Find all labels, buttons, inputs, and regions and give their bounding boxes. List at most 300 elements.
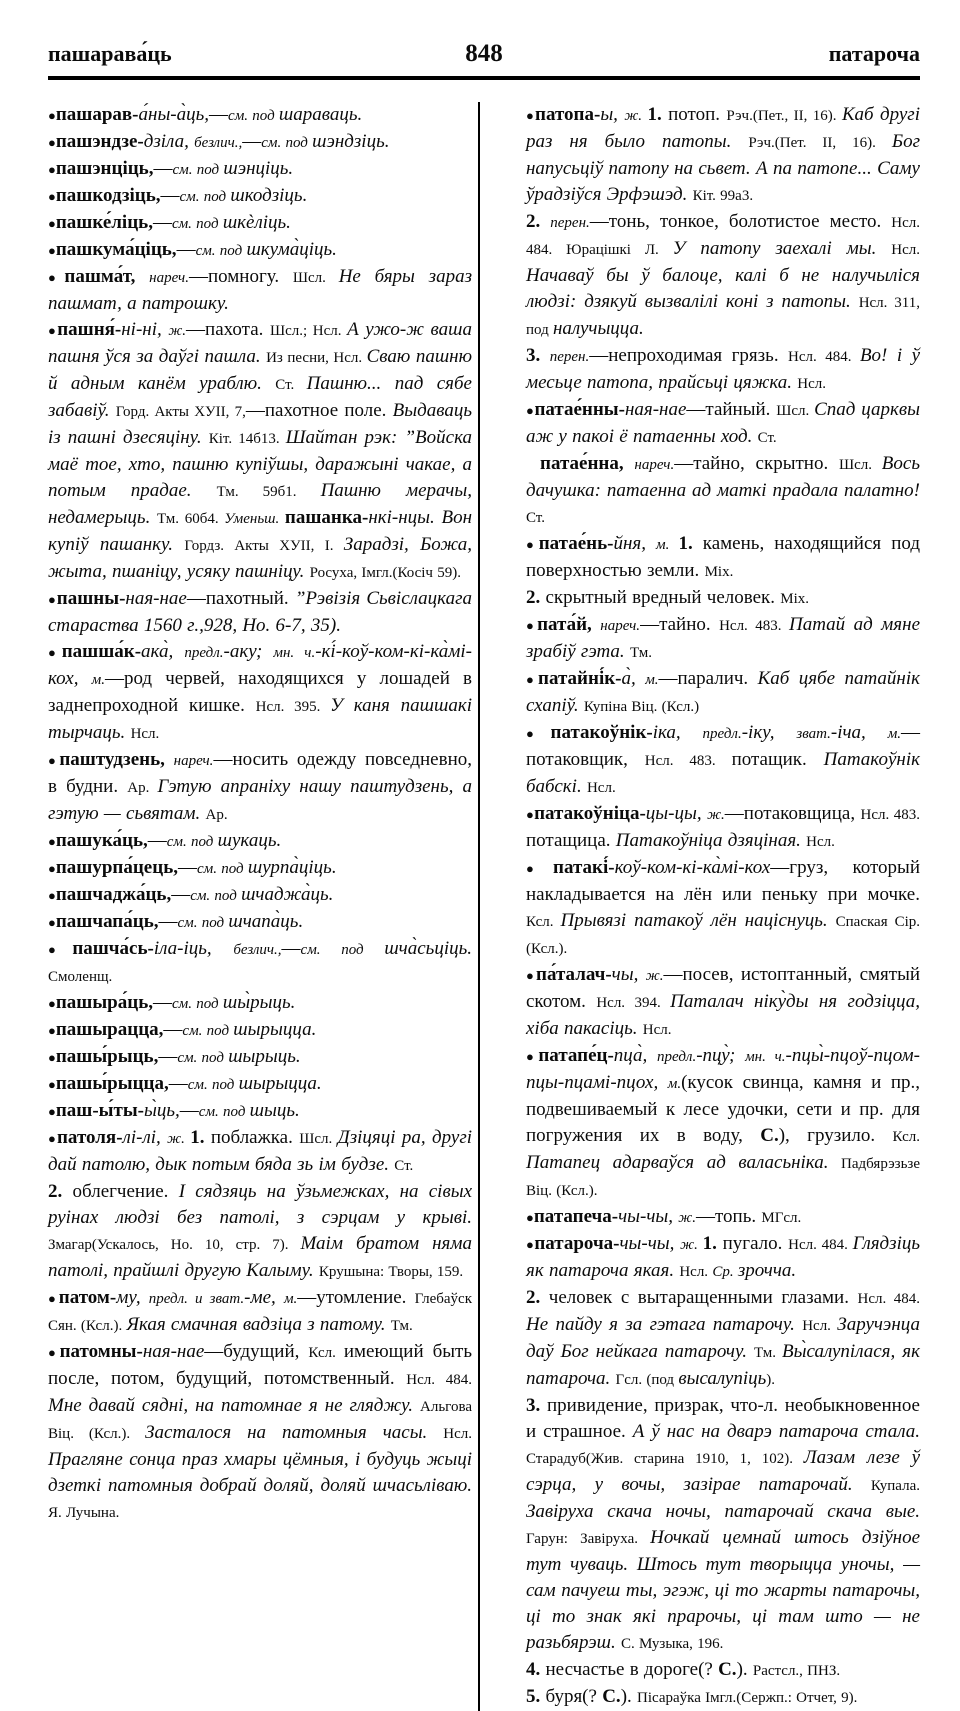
- source-reference: Змагар(Ускалось, Но. 10, стр. 7).: [48, 1237, 301, 1253]
- italic-text: А ў нас на дварэ патароча стала.: [632, 1421, 920, 1442]
- italic-text: -іча,: [830, 722, 888, 743]
- definition-text: —тайно, скрытно.: [674, 453, 839, 474]
- italic-text: шы̀рыць.: [222, 992, 296, 1013]
- italic-text: цы-цы,: [645, 803, 708, 824]
- dictionary-entry: [48, 1044, 472, 1071]
- grammar-label: м.: [887, 726, 902, 742]
- bullet-icon: ●: [48, 888, 56, 903]
- headword-or-sense-number: 1.: [678, 533, 703, 554]
- italic-text: шырыцца.: [238, 1073, 322, 1094]
- grammar-label: нареч.: [173, 753, 214, 769]
- source-reference: Тм.: [629, 645, 652, 661]
- grammar-label: предл.: [657, 1049, 697, 1065]
- grammar-label: см. под: [261, 135, 313, 151]
- dictionary-entry: [526, 343, 920, 397]
- italic-text: -пцы̀-пцоў-пцом-пцы-пцамі-пцох,: [526, 1045, 921, 1093]
- grammar-label: см. под: [300, 942, 385, 958]
- source-reference: Нсл. 395.: [255, 699, 331, 715]
- source-reference: Тм.: [753, 1345, 783, 1361]
- bullet-icon: ●: [526, 618, 538, 633]
- italic-text: Ночкай цемнай штось дзіўное тут чуваць. Штось тут творыцца уночы, — сам пачуеш ты, эгэж, ці то жарты патарочы, ці то знак які прарочы, ці там што — не разьбярэш.: [526, 1527, 921, 1653]
- source-reference: Гсл. (под: [615, 1372, 679, 1388]
- left-column: [48, 102, 480, 1711]
- header-rule: [48, 76, 920, 80]
- italic-text: Заручэнца даў Бог нейкага патарочу.: [526, 1314, 920, 1362]
- grammar-label: м.: [283, 1291, 298, 1307]
- dictionary-entry: [526, 397, 920, 451]
- italic-text: шкодзіць.: [230, 185, 308, 206]
- dictionary-entry: [48, 156, 472, 183]
- bullet-icon: ●: [48, 645, 62, 660]
- italic-text: шукаць.: [217, 830, 282, 851]
- source-reference: Шсл.; Нсл.: [269, 323, 348, 339]
- source-reference: Ксл.: [526, 914, 561, 930]
- italic-text: Вы̀салупілася, як патароча.: [526, 1341, 920, 1389]
- definition-text: —потаковщик,: [526, 722, 921, 770]
- definition-text: —груз, который накладывается на лён или пеньку при мочке.: [526, 857, 920, 905]
- source-reference: Нсл.: [679, 1264, 713, 1280]
- definition-text: —паралич.: [658, 668, 758, 689]
- dictionary-entry: [526, 1684, 920, 1711]
- italic-text: іка,: [652, 722, 703, 743]
- source-reference: Шсл.: [776, 403, 815, 419]
- definition-text: буря(?: [545, 1686, 603, 1707]
- bullet-icon: ●: [526, 1049, 539, 1064]
- definition-text: пугало.: [722, 1233, 789, 1254]
- definition-text: скрытный вредный человек.: [545, 587, 781, 608]
- definition-text: несчастье в дороге(?: [545, 1659, 719, 1680]
- headword-or-sense-number: пашша́к-: [61, 641, 142, 662]
- definition-text: —: [176, 239, 196, 260]
- dictionary-entry: [48, 828, 472, 855]
- italic-text: Прагляне сонца праз хмары цёмныя, і будуць жыці дзеткі патомныя добрай доляй, доляй шчасьліваю.: [48, 1449, 472, 1496]
- italic-text: нкі-нцы. Вон купіў пашанку.: [48, 507, 473, 555]
- bullet-icon: ●: [48, 108, 56, 123]
- bullet-icon: ●: [526, 108, 535, 123]
- dictionary-entry: [48, 909, 472, 936]
- grammar-label: безлич.,: [194, 135, 243, 151]
- italic-text: ака̀,: [141, 641, 185, 662]
- headword-or-sense-number: пашчапа́ць,: [55, 911, 159, 932]
- bullet-icon: ●: [48, 834, 56, 849]
- headword-or-sense-number: пашыра́ць,: [55, 992, 153, 1013]
- definition-text: —будущий,: [204, 1341, 309, 1362]
- italic-text: Засталося на патомныя часы.: [145, 1422, 444, 1443]
- dictionary-entry: [526, 1657, 920, 1684]
- headword-or-sense-number: 2.: [526, 211, 551, 232]
- source-reference: Нсл.: [642, 1022, 672, 1038]
- headword-or-sense-number: патапе́ц-: [538, 1045, 614, 1066]
- definition-text: —: [153, 158, 173, 179]
- italic-text: шырыцца.: [233, 1019, 317, 1040]
- dictionary-entry: [48, 1017, 472, 1044]
- dictionary-entry: [48, 1339, 472, 1526]
- headword-or-sense-number: паш-ы́ты-: [55, 1100, 145, 1121]
- grammar-label: см. под: [171, 216, 223, 232]
- source-reference: Кіт. 99а3.: [692, 188, 754, 204]
- grammar-label: ж.: [678, 1210, 696, 1226]
- definition-text: —потаковщица,: [724, 803, 861, 824]
- headword-or-sense-number: 2.: [48, 1181, 73, 1202]
- dictionary-entry: [48, 183, 472, 210]
- headword-or-sense-number: пашы́рыць,: [55, 1046, 159, 1067]
- definition-text: —: [152, 212, 172, 233]
- italic-text: Глядзіць як патароча якая.: [526, 1233, 921, 1281]
- definition-text: —: [153, 992, 172, 1013]
- headword-or-sense-number: пашма́т,: [64, 266, 150, 287]
- grammar-label: см. под: [172, 162, 224, 178]
- italic-text: У патопу заехалі мы.: [672, 238, 892, 259]
- source-reference: Нсл. 484. Юрацішкі Л.: [526, 215, 921, 258]
- definition-text: —: [242, 131, 262, 152]
- headword-or-sense-number: патае́нны-: [534, 399, 625, 420]
- italic-text: лі-лі,: [122, 1127, 168, 1148]
- headword-or-sense-number: патароча-: [534, 1233, 620, 1254]
- definition-text: ).: [620, 1686, 638, 1707]
- grammar-label: ж.: [167, 1131, 191, 1147]
- bullet-icon: ●: [48, 942, 73, 957]
- source-reference: Гордз. Акты ХУІІ, І.: [184, 538, 344, 554]
- grammar-label: ж.: [645, 968, 664, 984]
- source-reference: Нсл.: [802, 1318, 838, 1334]
- italic-text: дзіла,: [143, 131, 195, 152]
- source-reference: Тм.: [390, 1318, 413, 1334]
- source-reference: Пісараўка Імгл.(Сержп.: Отчет, 9).: [637, 1690, 858, 1706]
- headword-or-sense-number: пашэндзе-: [55, 131, 144, 152]
- dictionary-entry: [48, 237, 472, 264]
- italic-text: а̀,: [621, 668, 646, 689]
- bullet-icon: ●: [48, 1023, 56, 1038]
- italic-text: ні-ні,: [121, 319, 169, 340]
- source-reference: ).: [766, 1372, 776, 1388]
- bullet-icon: ●: [526, 1237, 535, 1252]
- source-reference: Міх.: [780, 591, 810, 607]
- definition-text: —: [147, 830, 167, 851]
- italic-text: Не бяры зараз пашмат, а патрошку.: [48, 266, 473, 314]
- source-reference: Нсл. 483.: [719, 618, 789, 634]
- definition-text: —: [158, 911, 178, 932]
- grammar-label: мн. ч.: [745, 1049, 786, 1065]
- italic-text: Прывязі патакоў лён націснуць.: [560, 910, 836, 931]
- italic-text: чы,: [611, 964, 646, 985]
- dictionary-entry: [48, 317, 472, 586]
- italic-text: ы,: [600, 104, 625, 125]
- italic-text: шыць.: [249, 1100, 300, 1121]
- grammar-label: перен.: [549, 349, 590, 365]
- grammar-label: см. под: [172, 996, 223, 1012]
- bullet-icon: ●: [48, 162, 56, 177]
- grammar-label: м.: [645, 672, 659, 688]
- italic-text: коў-ком-кі-ка̀мі-кох: [614, 857, 771, 878]
- grammar-label: ж.: [680, 1237, 703, 1253]
- italic-text: шчаджа̀ць.: [241, 884, 334, 905]
- italic-text: Сваю пашню й адным канём ураблю.: [48, 346, 472, 394]
- italic-text: пца̀,: [613, 1045, 658, 1066]
- italic-text: чы-чы,: [618, 1206, 679, 1227]
- headword-or-sense-number: патае́нна,: [540, 453, 635, 474]
- source-reference: Нсл.: [443, 1426, 472, 1442]
- definition-text: —топь.: [696, 1206, 762, 1227]
- bullet-icon: ●: [48, 1291, 59, 1306]
- headword-or-sense-number: 1.: [647, 104, 669, 125]
- bullet-icon: ●: [48, 216, 56, 231]
- bullet-icon: ●: [48, 1050, 56, 1065]
- definition-text: —пахотный.: [186, 588, 295, 609]
- definition-text: —: [281, 938, 301, 959]
- headword-or-sense-number: 4.: [526, 1659, 546, 1680]
- source-reference: МГсл.: [761, 1210, 802, 1226]
- source-reference: Я. Лучына.: [48, 1505, 120, 1521]
- dictionary-entry: [526, 1043, 920, 1204]
- source-reference: Нсл. 483.: [644, 753, 732, 769]
- bullet-icon: ●: [526, 403, 535, 418]
- dictionary-entry: [48, 1125, 472, 1179]
- source-reference: Рэч.(Пет. II, 16).: [748, 135, 892, 151]
- italic-text: ная-нае: [125, 588, 187, 609]
- dictionary-entry: [526, 855, 920, 962]
- headword-or-sense-number: 3.: [526, 345, 550, 366]
- italic-text: А ужо-ж ваша пашня ўся за даўгі пашла.: [48, 319, 472, 367]
- headword-or-sense-number: пашырацца,: [55, 1019, 164, 1040]
- italic-text: шкѐліць.: [222, 212, 291, 233]
- dictionary-entry: [48, 639, 472, 747]
- source-reference: Нсл.: [586, 780, 616, 796]
- source-reference: Ар.: [127, 780, 158, 796]
- headword-or-sense-number: пашанка-: [284, 507, 369, 528]
- definition-text: ).: [736, 1659, 753, 1680]
- headword-or-sense-number: С.: [602, 1686, 621, 1707]
- italic-text: шкума̀ціць.: [246, 239, 337, 260]
- italic-text: ная-нае: [142, 1341, 205, 1362]
- italic-text: Начаваў бы ў балоце, калі б не налучыліся людзі: дзякуй вызвалілі коні з патопы.: [526, 265, 920, 312]
- italic-text: Вось дачушка: патаенна ад маткі прадала палатно!: [526, 453, 920, 501]
- definition-text: —: [168, 1073, 188, 1094]
- source-reference: Падбярэзьзе Віц. (Ксл.).: [526, 1156, 920, 1199]
- definition-text: —род червей, находящихся у лошадей в заднепроходной кишке.: [48, 668, 472, 716]
- dictionary-entry: [526, 1393, 920, 1657]
- source-reference: Тм. 59б1.: [216, 484, 321, 500]
- italic-text: ная-нае: [624, 399, 687, 420]
- definition-text: облегчение.: [72, 1181, 179, 1202]
- italic-text: Не пайду я за гэтага патарочу.: [526, 1314, 803, 1335]
- grammar-label: мн. ч.: [273, 645, 316, 661]
- grammar-label: нареч.: [149, 270, 189, 286]
- italic-text: -кі́-коў-ком-кі-ка̀мі-кох,: [48, 641, 472, 689]
- definition-text: —носить одежду повседневно, в будни.: [48, 749, 473, 797]
- definition-text: привидение, призрак, что-л. необыкновенное и страшное.: [526, 1395, 920, 1442]
- source-reference: Купіна Віц. (Ксл.): [583, 699, 700, 715]
- italic-text: І сядзяць на ўзьмежках, на сівых руінах людзі без патолі, з сэрцам у крыві.: [48, 1181, 473, 1228]
- bullet-icon: ●: [48, 1345, 60, 1360]
- dictionary-entry: [526, 1285, 920, 1393]
- italic-text: налучыцца.: [552, 318, 644, 339]
- bullet-icon: ●: [526, 537, 539, 552]
- source-reference: Ст.: [394, 1158, 414, 1174]
- grammar-label: ж.: [624, 108, 648, 124]
- dictionary-entry: [48, 264, 472, 317]
- bullet-icon: ●: [526, 1210, 534, 1225]
- source-reference: Ст.: [526, 510, 545, 526]
- definition-text: —: [178, 857, 197, 878]
- source-reference: Нсл. 484.: [788, 349, 860, 365]
- grammar-label: нареч.: [634, 457, 675, 473]
- source-reference: Ст.: [275, 377, 307, 393]
- bullet-icon: ●: [48, 1131, 57, 1146]
- headword-or-sense-number: патапеча-: [533, 1206, 619, 1227]
- headword-or-sense-number: пашука́ць,: [55, 830, 148, 851]
- definition-text: —: [209, 104, 229, 125]
- dictionary-entry: [526, 209, 920, 343]
- dictionary-entry: [48, 102, 472, 129]
- grammar-label: перен.: [550, 215, 590, 231]
- definition-text: —посев, истоптанный, смятый скотом.: [526, 964, 921, 1012]
- source-reference: Нсл. 484.: [857, 1291, 921, 1307]
- italic-text: -ме,: [244, 1287, 284, 1308]
- italic-text: Зарадзі, Божа, жыта, пшаніцу, усяку пашніцу.: [48, 534, 472, 582]
- bullet-icon: ●: [48, 189, 56, 204]
- source-reference: Горд. Акты ХУІІ, 7,: [115, 404, 246, 420]
- source-reference: Нсл.: [130, 726, 160, 742]
- italic-text: высалупіць: [678, 1368, 767, 1389]
- italic-text: му,: [116, 1287, 149, 1308]
- source-reference: Нсл. 484.: [406, 1372, 472, 1388]
- dictionary-entry: [526, 801, 920, 855]
- definition-text: —тайно.: [640, 614, 720, 635]
- bullet-icon: ●: [526, 672, 539, 687]
- source-reference: Альгова Віц. (Ксл.).: [48, 1399, 472, 1442]
- dictionary-entry: [48, 882, 472, 909]
- italic-text: Во! і ў месьце патопа, прайсьці цяжка.: [526, 345, 920, 393]
- italic-text: Шайтан рэк: ”Войска маё тое, хто, пашню купіўшы, даражыні чакае, а потым прадае.: [48, 427, 473, 501]
- grammar-label: предл. и зват.: [148, 1291, 245, 1307]
- grammar-label: предл.: [184, 645, 224, 661]
- grammar-label: предл.: [702, 726, 742, 742]
- definition-text: —: [158, 1046, 178, 1067]
- definition-text: ), грузило.: [778, 1125, 893, 1146]
- definition-text: (кусок свинца, камня и пр., подвешиваемый к лесе удочки, сети и пр. для погружения их в воду,: [526, 1072, 920, 1146]
- dictionary-entry: [526, 612, 920, 666]
- source-reference: Нсл.: [797, 376, 827, 392]
- source-reference: Глебаўск Сян. (Ксл.).: [48, 1291, 472, 1334]
- definition-text: человек с вытаращенными глазами.: [548, 1287, 858, 1308]
- bullet-icon: ●: [48, 135, 56, 150]
- definition-text: —пахотное поле.: [245, 400, 393, 421]
- grammar-label: нареч.: [600, 618, 641, 634]
- headword-or-sense-number: патом-: [58, 1287, 117, 1308]
- italic-text: Каб цябе патайнік схапіў.: [526, 668, 921, 716]
- headword-or-sense-number: патае́нь-: [538, 533, 614, 554]
- bullet-icon: ●: [48, 270, 65, 285]
- italic-text: Патай ад мяне зрабіў гэта.: [526, 614, 921, 662]
- headword-or-sense-number: пашарав-: [55, 104, 139, 125]
- italic-text: Паталач ніку̀ды ня годзіцца, хіба пакасіць.: [526, 991, 920, 1039]
- bullet-icon: ●: [48, 243, 56, 258]
- bullet-icon: ●: [48, 323, 58, 338]
- headword-or-sense-number: С.: [760, 1125, 779, 1146]
- definition-text: потоп.: [668, 104, 727, 125]
- italic-text: Бог напусьціў патопу на сьвет. А па патопе... Саму ўрадзіўся Эрфэшэд.: [526, 131, 920, 205]
- italic-text: Маім братом няма патолі, прайшлі другую Калыму.: [48, 1233, 472, 1281]
- dictionary-entry: [526, 451, 920, 531]
- dictionary-entry: [48, 1285, 472, 1339]
- italic-text: Гэтую апраніху нашу паштудзень, а гэтую — сьвятам.: [48, 776, 472, 824]
- grammar-label: ж.: [168, 323, 187, 339]
- right-column: [480, 102, 920, 1711]
- definition-text: —: [163, 1019, 183, 1040]
- italic-text: шурпа̀ціць.: [247, 857, 337, 878]
- headword-or-sense-number: патакоўніца-: [534, 803, 646, 824]
- italic-text: чы-чы,: [619, 1233, 681, 1254]
- source-reference: Ст.: [757, 430, 777, 446]
- bullet-icon: ●: [48, 996, 56, 1011]
- bullet-icon: ●: [526, 968, 537, 983]
- headword-or-sense-number: пашы́рыцца,: [55, 1073, 169, 1094]
- headword-or-sense-number: 5.: [526, 1686, 546, 1707]
- dictionary-entry: [526, 531, 920, 585]
- bullet-icon: ●: [48, 1077, 56, 1092]
- dictionary-entry: [48, 1179, 472, 1285]
- grammar-label: см. под: [197, 861, 248, 877]
- definition-text: —: [179, 1100, 199, 1121]
- headword-or-sense-number: пашке́ліць,: [55, 212, 153, 233]
- running-head: [48, 40, 920, 68]
- page-number: 848: [465, 40, 503, 67]
- source-reference: Нсл.: [806, 834, 835, 850]
- source-reference: Купала.: [870, 1478, 920, 1494]
- source-reference: Смоленщ.: [48, 969, 113, 985]
- grammar-label: ж.: [707, 807, 725, 823]
- definition-text: —непроходимая грязь.: [589, 345, 789, 366]
- italic-text: Якая смачная вадзіца з патому.: [126, 1314, 391, 1335]
- dictionary-entry: [526, 1204, 920, 1231]
- italic-text: шчапа̀ць.: [228, 911, 304, 932]
- headword-or-sense-number: пашня́-: [57, 319, 122, 340]
- source-reference: Шсл.: [299, 1131, 338, 1147]
- headword-or-sense-number: па́талач-: [536, 964, 612, 985]
- dictionary-entry: [526, 585, 920, 612]
- source-reference: Из песни, Нсл.: [266, 350, 367, 366]
- italic-text: а́ны-а̀ць,: [138, 104, 210, 125]
- bullet-icon: ●: [48, 753, 60, 768]
- italic-text: йня,: [613, 533, 657, 554]
- grammar-label: см. под: [228, 108, 279, 124]
- definition-text: имеющий быть после, потом, будущий, потомственный.: [48, 1341, 473, 1389]
- italic-text: шараваць.: [278, 104, 363, 125]
- dictionary-entry: [526, 102, 920, 209]
- source-reference: Міх.: [704, 564, 734, 580]
- grammar-label: см. под: [190, 888, 242, 904]
- source-reference: Шсл.: [838, 457, 882, 473]
- headword-or-sense-number: пашкума́ціць,: [55, 239, 177, 260]
- italic-text: шэнціць.: [223, 158, 294, 179]
- source-reference: Нсл. 484.: [788, 1237, 853, 1253]
- source-reference: Ар.: [205, 807, 228, 823]
- source-reference: Рэч.(Пет., II, 16).: [726, 108, 842, 124]
- headword-or-sense-number: патакі́-: [553, 857, 615, 878]
- italic-text: Патакоўнік бабскі.: [526, 749, 920, 797]
- grammar-label: см. под: [177, 1050, 229, 1066]
- grammar-label: см. под: [198, 1104, 250, 1120]
- definition-text: —: [160, 185, 180, 206]
- italic-text: Каб другі раз ня было патопы.: [526, 104, 920, 152]
- italic-text: -пцу̀;: [696, 1045, 746, 1066]
- italic-text: Выдаваць із пашні дзесяціну.: [48, 400, 472, 448]
- italic-text: ы̀ць,: [144, 1100, 180, 1121]
- grammar-label: см. под: [187, 1077, 239, 1093]
- source-reference: Нсл.: [891, 242, 921, 258]
- headword-or-sense-number: патакоўнік-: [550, 722, 653, 743]
- dictionary-entry: [48, 990, 472, 1017]
